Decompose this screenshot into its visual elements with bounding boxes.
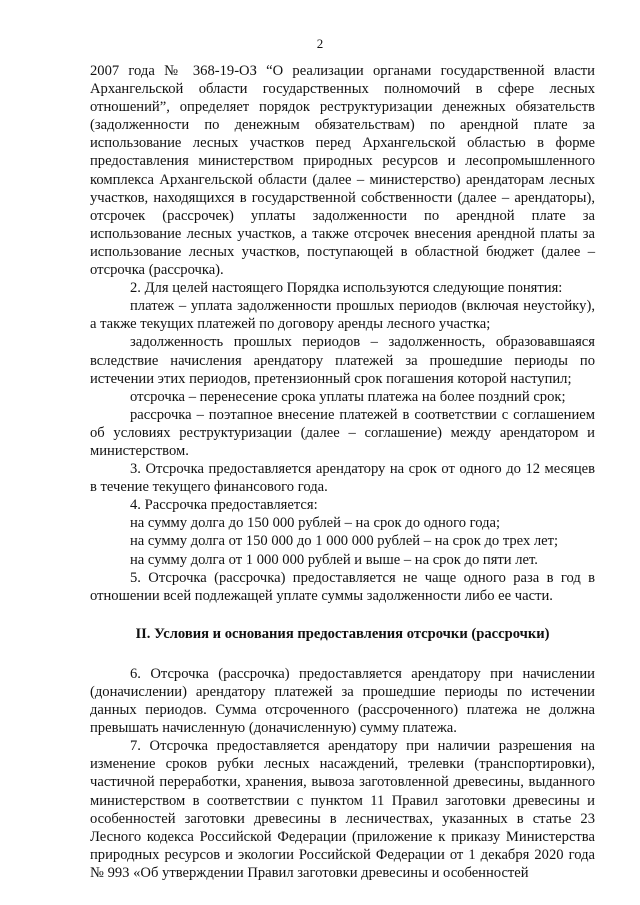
page-number: 2 <box>316 36 324 51</box>
definition-debt: задолженность прошлых периодов – задолженность, образовавшаяся вследствие начисления арендатору платежей за прошедшие периоды по истечении этих периодов, претензионный срок погашения которой наступил; <box>90 334 595 387</box>
definition-payment: платеж – уплата задолженности прошлых периодов (включая неустойку), а также текущих платежей по договору аренды лесного участка; <box>90 298 595 333</box>
paragraph-2: 2. Для целей настоящего Порядка используются следующие понятия: <box>130 280 563 297</box>
definition-deferral: отсрочка – перенесение срока уплаты платежа на более поздний срок; <box>130 388 566 405</box>
paragraph-6: 6. Отсрочка (рассрочка) предоставляется арендатору при начислении (доначислении) арендатору платежей за прошедшие периоды по истечении данных периодов. Сумма отсроченного (рассроченного) платежа не должна превышать начисленную (доначисленную) сумму платежа. <box>90 665 595 737</box>
paragraph-5: 5. Отсрочка (рассрочка) предоставляется не чаще одного раза в год в отношении всей подлежащей уплате суммы задолженности либо ее части. <box>90 569 595 604</box>
paragraph-3: 3. Отсрочка предоставляется арендатору на срок от одного до 12 месяцев в течение текущего финансового года. <box>90 461 595 496</box>
section-heading: II. Условия и основания предоставления отсрочки (рассрочки) <box>135 625 550 642</box>
paragraph-7: 7. Отсрочка предоставляется арендатору при наличии разрешения на изменение сроков рубки лесных насаждений, трелевки (транспортировки), частичной переработки, хранения, вывоза заготовленной древесины, выданного министерством в соответствии с пунктом 11 Правил заготовки древесины и особенностей заготовки древесины в лесничествах, указанных в статье 23 Лесного кодекса Российской Федерации (приложение к приказу Министерства природных ресурсов и экологии Российской Федерации от 1 декабря 2020 года № 993 «Об утверждении Правил заготовки древесины и особенностей <box>90 738 595 881</box>
paragraph-4: 4. Рассрочка предоставляется: <box>130 497 318 514</box>
installment-tier-1: на сумму долга до 150 000 рублей – на срок до одного года; <box>130 515 501 532</box>
document-body <box>90 62 595 882</box>
installment-tier-2: на сумму долга от 150 000 до 1 000 000 рублей – на срок до трех лет; <box>130 533 559 550</box>
definition-installment: рассрочка – поэтапное внесение платежей в соответствии с соглашением об условиях реструктуризации (далее – соглашение) между арендатором и министерством. <box>90 406 595 459</box>
paragraph-intro-continuation: 2007 года № 368-19-ОЗ “О реализации органами государственной власти Архангельской области государственных полномочий в сфере лесных отношений”, определяет порядок реструктуризации денежных обязательств (задолженности по денежным обязательствам) по арендной плате за использование лесных участков перед Архангельской областью в форме предоставления министерством природных ресурсов и лесопромышленного комплекса Архангельской области (далее – министерство) арендаторам лесных участков, находящихся в государственной собственности (далее – арендаторы), отсрочек (рассрочек) уплаты задолженности по арендной плате за использование лесных участков, а также отсрочек внесения арендной платы за использование лесных участков, поступающей в областной бюджет (далее – отсрочка (рассрочка). <box>90 63 595 279</box>
installment-tier-3: на сумму долга от 1 000 000 рублей и выше – на срок до пяти лет. <box>130 551 538 568</box>
